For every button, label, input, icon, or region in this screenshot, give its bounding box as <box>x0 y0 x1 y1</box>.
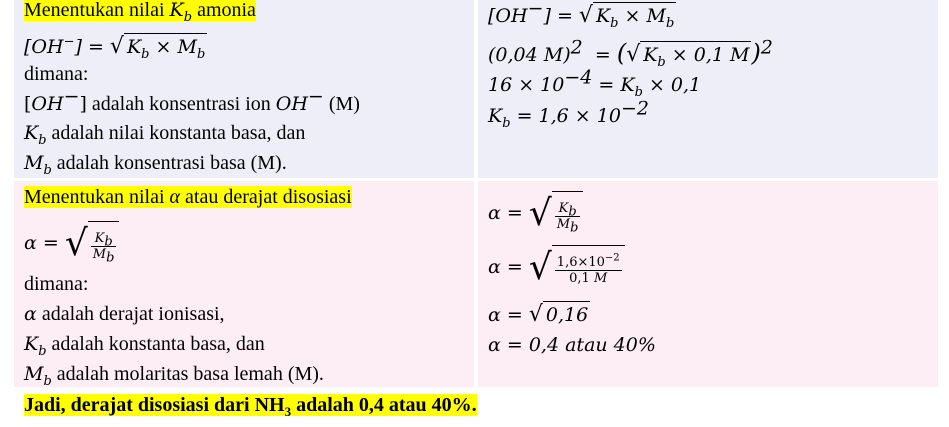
section1-dimana: dimana: <box>24 63 89 85</box>
calc1-line4: $K_b = 1,6 \times 10^{-2}$ <box>488 97 649 131</box>
calc1-line2: (0,04 M)$^2$ = (√ $K_b \times 0,1$ M)$^2$ <box>488 36 773 70</box>
cell-alpha-definition <box>14 181 474 387</box>
section2-def1: α adalah derajat ionisasi, <box>24 303 225 325</box>
calc1-line1: [OH−] = √ $K_b \times M_b$ <box>488 0 675 31</box>
calc2-line1: α = √ $\frac{K_b}{M_b}$ <box>488 191 583 237</box>
calc1-line3: $16 \times 10^{-4} = K_b \times 0,1$ <box>488 66 702 100</box>
calc2-line3: α = √ 0,16 <box>488 302 589 327</box>
section1-heading: Menentukan nilai $K_b$ amonia <box>24 0 256 25</box>
cell-kb-definition <box>14 0 474 178</box>
cell-alpha-calculation <box>478 181 938 387</box>
calc2-line4: α = 0,4 atau 40% <box>488 334 656 356</box>
section2-def2: $K_b$ adalah konstanta basa, dan <box>24 333 265 359</box>
section2-dimana: dimana: <box>24 273 89 295</box>
section1-def3: $M_b$ adalah konsentrasi basa (M). <box>24 152 287 178</box>
section2-formula: α = √ $\frac{K_b}{M_b}$ <box>24 221 119 267</box>
cell-kb-calculation <box>478 0 938 178</box>
section1-formula: [OH−] = √ $K_b \times M_b$ <box>24 34 206 62</box>
conclusion: Jadi, derajat disosiasi dari $NH_3$ adalah 0,4 atau 40%. <box>24 394 477 419</box>
section1-def1: [OH−] adalah konsentrasi ion OH− (M) <box>24 85 360 115</box>
section2-heading: Menentukan nilai α atau derajat disosiasi <box>24 186 352 208</box>
section2-def3: $M_b$ adalah molaritas basa lemah (M). <box>24 363 324 389</box>
calc2-line2: α = √ $\frac{1,6\times 10^{-2}}{0,1 M}$ <box>488 245 625 291</box>
section1-def2: $K_b$ adalah nilai konstanta basa, dan <box>24 122 306 148</box>
